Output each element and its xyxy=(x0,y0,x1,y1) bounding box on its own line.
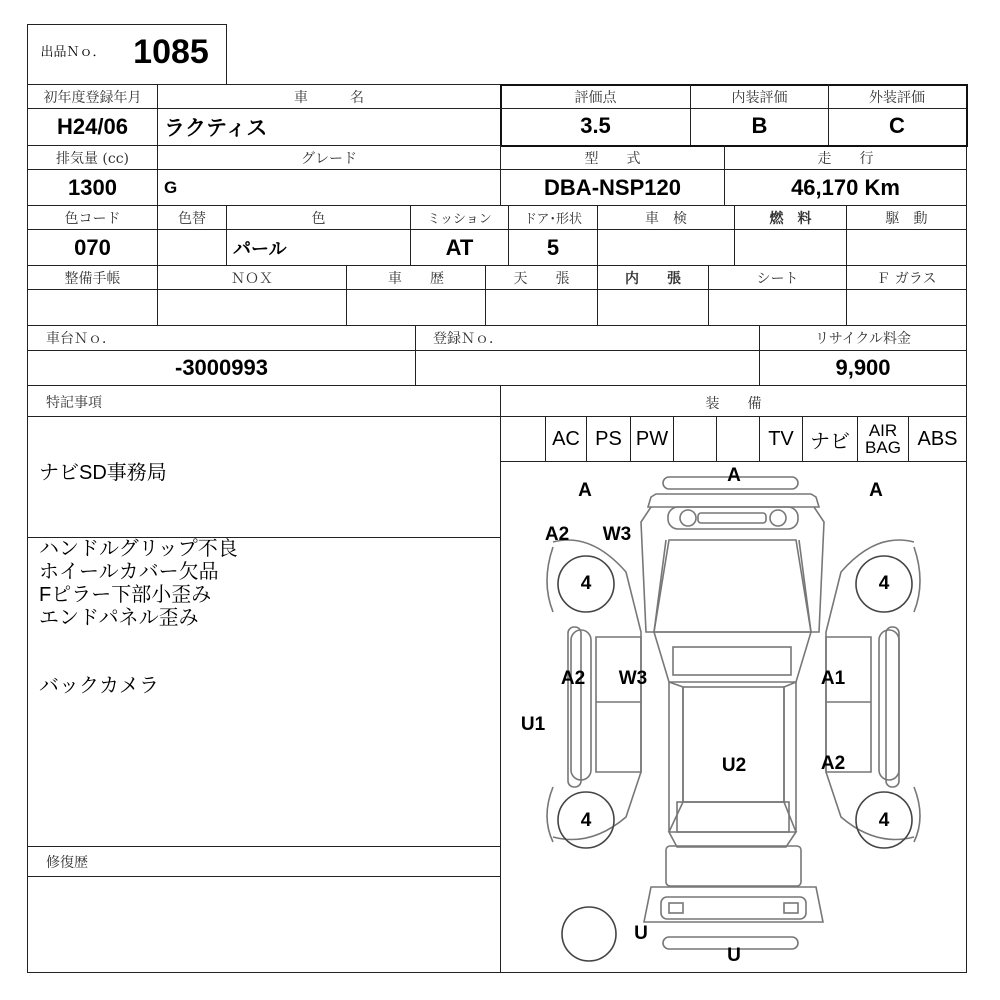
car-name-label: 車 名 xyxy=(294,89,364,106)
windshield-shape xyxy=(673,647,791,675)
spare-tire-shape xyxy=(562,907,616,961)
exterior-value: C xyxy=(889,113,905,138)
mark-w3-mid: W3 xyxy=(618,668,648,689)
displacement-label: 排気量 (cc) xyxy=(55,150,130,167)
equipment-item-airbag: AIR BAG xyxy=(865,421,901,457)
drive-value xyxy=(847,230,966,265)
exterior-label: 外装評価 xyxy=(869,89,925,106)
equipment-item-ac: AC xyxy=(552,427,580,450)
rear-hatch-shape xyxy=(666,846,801,886)
right-side-shape xyxy=(879,630,899,780)
hood-shape xyxy=(654,540,811,632)
mark-a1-right: A1 xyxy=(820,668,846,689)
inner-lining-label: 内 張 xyxy=(625,270,681,287)
history-label: 車 歴 xyxy=(388,270,444,287)
roof-shape xyxy=(683,687,784,802)
car-damage-diagram xyxy=(501,462,966,972)
notes-line: ナビSD事務局 xyxy=(39,462,167,484)
interior-label: 内装評価 xyxy=(731,89,788,106)
equipment-item xyxy=(717,417,759,461)
mission-value: AT xyxy=(445,234,474,260)
mark-tire-front-right: 4 xyxy=(878,573,890,594)
equipment-label: 装 備 xyxy=(705,395,762,412)
lot-label: 出品Ｎｏ． xyxy=(40,44,106,60)
mark-front-right: A xyxy=(869,480,883,501)
repaint-label: 色替 xyxy=(178,210,206,227)
model-label: 型 式 xyxy=(584,150,641,167)
color-code-label: 色コード xyxy=(64,210,121,227)
mileage-label: 走 行 xyxy=(817,150,874,167)
mark-tire-rear-left: 4 xyxy=(580,810,592,831)
mark-tire-rear-right: 4 xyxy=(878,810,890,831)
mark-a2-right: A2 xyxy=(820,753,846,774)
mark-front-top: A xyxy=(727,465,741,486)
grade-value: G xyxy=(164,177,178,197)
mark-front-left: A xyxy=(578,480,592,501)
color-value: パール xyxy=(233,238,287,259)
mark-a2-mid: A2 xyxy=(560,668,586,689)
mark-tire-front-left: 4 xyxy=(580,573,592,594)
door-value: 5 xyxy=(546,234,560,260)
notes-line: Fピラー下部小歪み xyxy=(39,584,212,606)
model-value: DBA-NSP120 xyxy=(544,174,681,200)
fuel-label: 燃 料 xyxy=(769,210,812,227)
mission-label: ミッション xyxy=(427,212,492,227)
displacement-value: 1300 xyxy=(68,174,117,200)
fuel-value xyxy=(735,230,846,265)
equipment-item-tv: TV xyxy=(768,427,794,450)
mark-u-bottom: U xyxy=(727,945,741,966)
mark-w3-upper: W3 xyxy=(602,524,632,545)
lot-number: 1085 xyxy=(133,32,209,71)
grade-label: グレード xyxy=(301,150,357,167)
notes-line: バックカメラ xyxy=(39,675,159,697)
score-value: 3.5 xyxy=(580,113,611,138)
equipment-item-navi: ナビ xyxy=(810,430,850,453)
front-grille-shape xyxy=(648,494,819,507)
recycle-fee-value: 9,900 xyxy=(835,355,891,380)
seat-label: シート xyxy=(756,270,799,287)
mileage-value: 46,170 Km xyxy=(791,174,900,200)
mark-u1-left: U1 xyxy=(520,714,546,735)
registration-no-value xyxy=(416,351,759,385)
mark-u2-center: U2 xyxy=(721,755,747,776)
car-name-value: ラクティス xyxy=(164,117,268,140)
notes-line: エンドパネル歪み xyxy=(39,607,199,629)
maintenance-label: 整備手帳 xyxy=(64,270,121,287)
score-label: 評価点 xyxy=(574,89,617,106)
mark-u-rear: U xyxy=(634,923,648,944)
equipment-item-ps: PS xyxy=(595,427,622,450)
color-label: 色 xyxy=(311,210,326,227)
repaint-value xyxy=(158,230,226,265)
registration-no-label: 登録Ｎｏ． xyxy=(433,331,503,347)
roof-lining-label: 天 張 xyxy=(513,270,570,287)
color-code-value: 070 xyxy=(74,234,111,260)
equipment-item-pw: PW xyxy=(635,427,669,450)
nox-label: ＮＯＸ xyxy=(231,270,273,287)
inspection-label: 車 検 xyxy=(645,210,687,227)
door-label: ドア･形状 xyxy=(523,212,583,227)
notes-label: 特記事項 xyxy=(46,395,102,411)
drive-label: 駆 動 xyxy=(885,210,928,227)
chassis-label: 車台Ｎｏ． xyxy=(46,331,116,347)
notes-line: ハンドルグリップ不良 xyxy=(39,538,238,560)
equipment-item xyxy=(674,417,716,461)
registration-value: H24/06 xyxy=(57,114,128,139)
repair-history-label: 修復歴 xyxy=(46,855,88,871)
notes-line: ホイールカバー欠品 xyxy=(39,561,219,583)
interior-value: B xyxy=(751,113,768,138)
rear-window-shape xyxy=(677,802,789,832)
recycle-fee-label: リサイクル料金 xyxy=(814,331,912,347)
equipment-item xyxy=(501,417,545,461)
chassis-value: -3000993 xyxy=(175,355,268,380)
equipment-item-abs: ABS xyxy=(917,427,958,450)
inspection-value xyxy=(598,230,734,265)
mark-a2-upper: A2 xyxy=(544,524,570,545)
front-glass-label: Ｆ ガラス xyxy=(876,270,937,287)
registration-label: 初年度登録年月 xyxy=(43,89,142,106)
